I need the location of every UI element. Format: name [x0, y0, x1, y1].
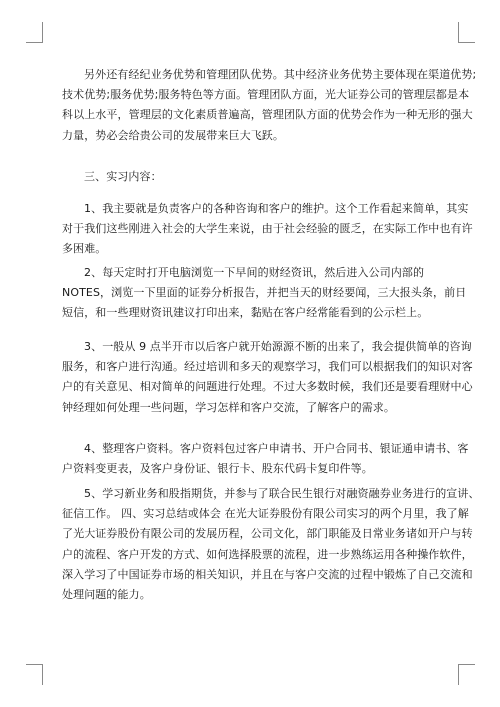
text-line: 5、学习新业务和股指期货，并参与了联合民生银行对融资融券业务进行的宣讲、	[84, 487, 480, 500]
text-line: 技术优势;服务优势;服务特色等方面。管理团队方面，光大证券公司的管理层都是本	[62, 88, 470, 102]
text-line: 2、每天定时打开电脑浏览一下早间的财经资讯，然后进入公司内部的	[84, 266, 425, 279]
text-line: 服务，和客户进行沟通。经过培训和多天的观察学习，我们可以根据我们的知识对客	[62, 360, 473, 374]
paragraph-item-4	[62, 439, 469, 479]
text-line: 短信，和一些理财资讯建议打印出来，黏贴在客户经常能看到的公示栏上。	[62, 306, 429, 320]
text-line: 户的有关意见、相对简单的问题进行处理。不过大多数时候，我们还是要看理财中心	[62, 380, 473, 394]
paragraph-advantages	[62, 65, 477, 146]
text-line: 三、实习内容：	[84, 170, 162, 183]
text-line: 深入学习了中国证券市场的相关知识，并且在与客户交流的过程中锻炼了自己交流和	[62, 567, 473, 581]
text-line: 4、整理客户资料。客户资料包过客户申请书、开户合同书、银证通申请书、客	[84, 442, 469, 455]
text-line: NOTES，浏览一下里面的证券分析报告，并把当天的财经要闻，三大报头条，前日	[62, 286, 467, 300]
text-line: 1、我主要就是负责客户的各种咨询和客户的维护。这个工作看起来简单，其实	[84, 202, 469, 215]
text-line: 对于我们这些刚进入社会的大学生来说，由于社会经验的匮乏，在实际工作中也有许	[62, 222, 473, 236]
paragraph-item-1	[62, 199, 473, 260]
section-heading-internship-content	[62, 167, 442, 187]
paragraph-item-3	[62, 337, 473, 418]
text-line: 另外还有经纪业务优势和管理团队优势。其中经济业务优势主要体现在渠道优势;	[84, 68, 477, 81]
text-line: 钟经理如何处理一些问题，学习怎样和客户交流，了解客户的需求。	[62, 400, 395, 414]
text-line: 多困难。	[62, 242, 107, 256]
text-line: 征信工作。 四、实习总结或体会 在光大证券股份有限公司实习的两个月里，我了解	[62, 507, 469, 521]
paragraph-item-2	[62, 263, 467, 324]
text-line: 力量，势必会给贵公司的发展带来巨大飞跃。	[62, 128, 284, 142]
text-line: 3、一般从 9 点半开市以后客户就开始源源不断的出来了，我会提供简单的咨询	[84, 340, 472, 353]
text-line: 处理问题的能力。	[62, 588, 151, 602]
text-line: 户资料变更表，及客户身份证、银行卡、股东代码卡复印件等。	[62, 462, 373, 476]
text-line: 科以上水平，管理层的文化素质普遍高，管理团队方面的优势会作为一种无形的强大	[62, 108, 473, 122]
text-line: 户的流程、客户开发的方式、如何选择股票的流程，进一步熟练运用各种操作软件，	[62, 547, 473, 561]
paragraph-item-5-and-summary	[62, 484, 480, 605]
text-line: 了光大证券股份有限公司的发展历程，公司文化，部门职能及日常业务诸如开户与转	[62, 527, 473, 541]
